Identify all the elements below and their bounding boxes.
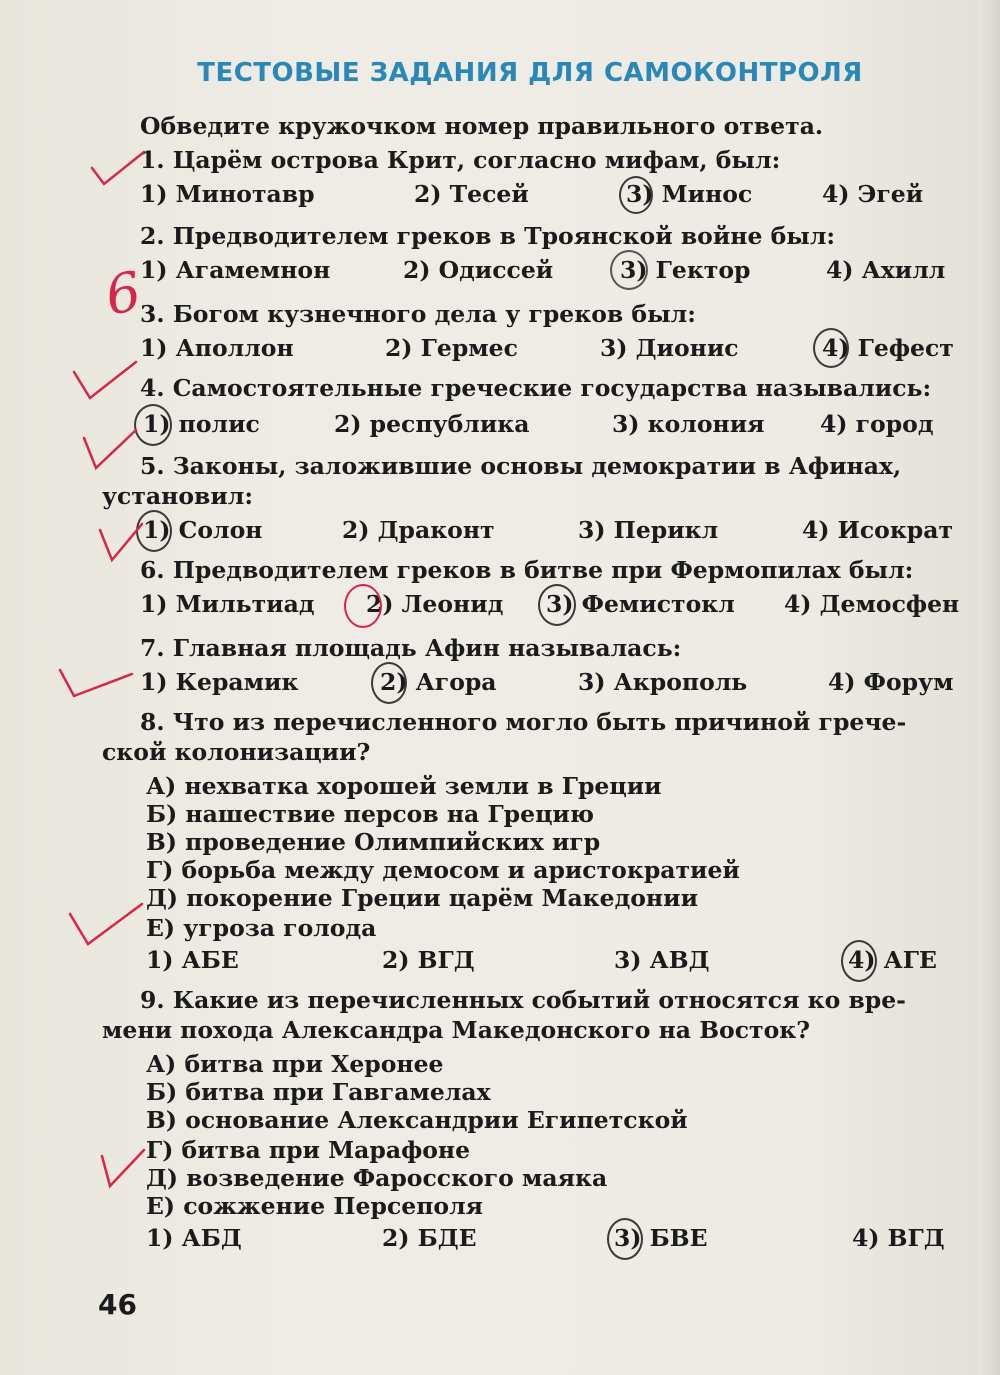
q9-item-d: Г) битва при Марафоне <box>146 1136 471 1164</box>
check-mark-icon <box>96 520 146 564</box>
question-1-options <box>0 180 1000 208</box>
q3-option-4[interactable]: 4) Гефест <box>822 334 954 362</box>
q8-item-a: А) нехватка хорошей земли в Греции <box>146 772 662 800</box>
check-mark-icon <box>70 358 140 404</box>
check-mark-icon <box>80 428 140 472</box>
question-9-options <box>0 1224 1000 1252</box>
q8-option-1[interactable]: 1) АБЕ <box>146 946 239 974</box>
check-mark-icon <box>98 1146 148 1190</box>
q9-item-b: Б) битва при Гавгамелах <box>146 1078 491 1106</box>
q3-option-2[interactable]: 2) Гермес <box>385 334 518 362</box>
answer-circle <box>841 940 877 982</box>
q7-option-4[interactable]: 4) Форум <box>828 668 954 696</box>
q5-option-4[interactable]: 4) Исократ <box>802 516 954 544</box>
answer-circle <box>371 662 407 704</box>
q4-option-2[interactable]: 2) республика <box>334 410 530 438</box>
q8-item-c: В) проведение Олимпийских игр <box>146 828 601 856</box>
question-5-text-line1: 5. Законы, заложившие основы демократии в Афинах, <box>140 452 902 480</box>
q8-item-d: Г) борьба между демосом и аристократией <box>146 856 740 884</box>
q6-option-4[interactable]: 4) Демосфен <box>784 590 960 618</box>
q3-option-1[interactable]: 1) Аполлон <box>140 334 294 362</box>
question-9-text-line1: 9. Какие из перечисленных событий относятся ко вре- <box>140 986 906 1014</box>
q8-option-4[interactable]: 4) АГЕ <box>848 946 937 974</box>
q5-option-3[interactable]: 3) Перикл <box>578 516 719 544</box>
question-4-text: 4. Самостоятельные греческие государства назывались: <box>140 374 932 402</box>
answer-circle <box>610 250 648 290</box>
answer-circle <box>607 1218 643 1260</box>
q1-option-4[interactable]: 4) Эгей <box>822 180 924 208</box>
q9-option-2[interactable]: 2) БДЕ <box>382 1224 477 1252</box>
question-6-text: 6. Предводителем греков в битве при Фермопилах был: <box>140 556 914 584</box>
q4-option-4[interactable]: 4) город <box>820 410 934 438</box>
q2-option-2[interactable]: 2) Одиссей <box>403 256 554 284</box>
question-5-text-line2: установил: <box>102 482 254 510</box>
q5-option-1[interactable]: 1) Солон <box>143 516 263 544</box>
q8-option-3[interactable]: 3) АВД <box>614 946 710 974</box>
answer-circle <box>619 176 653 214</box>
q1-option-3[interactable]: 3) Минос <box>626 180 753 208</box>
q6-option-2[interactable]: 2) Леонид <box>366 590 504 618</box>
q9-item-c: В) основание Александрии Египетской <box>146 1106 688 1134</box>
q8-option-2[interactable]: 2) ВГД <box>382 946 475 974</box>
q1-option-1[interactable]: 1) Минотавр <box>140 180 315 208</box>
q2-option-4[interactable]: 4) Ахилл <box>826 256 946 284</box>
check-mark-icon <box>66 900 146 950</box>
question-2-options <box>0 256 1000 284</box>
check-mark-icon <box>88 150 148 190</box>
q6-option-3[interactable]: 3) Фемистокл <box>546 590 735 618</box>
q8-item-b: Б) нашествие персов на Грецию <box>146 800 594 828</box>
answer-circle-red <box>344 584 382 628</box>
question-7-text: 7. Главная площадь Афин называлась: <box>140 634 682 662</box>
q7-option-3[interactable]: 3) Акрополь <box>578 668 748 696</box>
q6-option-1[interactable]: 1) Мильтиад <box>140 590 315 618</box>
question-8-text-line1: 8. Что из перечисленного могло быть причиной грече- <box>140 708 907 736</box>
answer-circle <box>538 584 576 626</box>
question-3-options <box>0 334 1000 362</box>
q4-option-3[interactable]: 3) колония <box>612 410 765 438</box>
q9-option-1[interactable]: 1) АБД <box>146 1224 242 1252</box>
page-number: 46 <box>98 1288 137 1321</box>
question-7-options <box>0 668 1000 696</box>
check-mark-icon <box>56 666 136 706</box>
q8-item-e: Д) покорение Греции царём Македонии <box>146 884 698 912</box>
q7-option-1[interactable]: 1) Керамик <box>140 668 299 696</box>
q2-option-3[interactable]: 3) Гектор <box>620 256 751 284</box>
q7-option-2[interactable]: 2) Агора <box>380 668 497 696</box>
q4-option-1[interactable]: 1) полис <box>143 410 260 438</box>
question-1-text: 1. Царём острова Крит, согласно мифам, был: <box>140 146 781 174</box>
instruction: Обведите кружочком номер правильного ответа. <box>140 112 824 140</box>
question-8-text-line2: ской колонизации? <box>102 738 371 766</box>
handwritten-grade: 6 <box>100 259 146 328</box>
q2-option-1[interactable]: 1) Агамемнон <box>140 256 331 284</box>
answer-circle <box>813 328 849 368</box>
page-title: ТЕСТОВЫЕ ЗАДАНИЯ ДЛЯ САМОКОНТРОЛЯ <box>197 58 863 88</box>
q8-item-f: Е) угроза голода <box>146 914 377 942</box>
q3-option-3[interactable]: 3) Дионис <box>600 334 739 362</box>
question-2-text: 2. Предводителем греков в Троянской войне был: <box>140 222 836 250</box>
q9-item-e: Д) возведение Фаросского маяка <box>146 1164 608 1192</box>
q9-option-3[interactable]: 3) БВЕ <box>614 1224 708 1252</box>
q9-option-4[interactable]: 4) ВГД <box>852 1224 945 1252</box>
q9-item-f: Е) сожжение Персеполя <box>146 1192 484 1220</box>
q5-option-2[interactable]: 2) Драконт <box>342 516 495 544</box>
q1-option-2[interactable]: 2) Тесей <box>414 180 529 208</box>
question-3-text: 3. Богом кузнечного дела у греков был: <box>140 300 696 328</box>
question-6-options <box>0 590 1000 618</box>
question-9-text-line2: мени похода Александра Македонского на Восток? <box>102 1016 811 1044</box>
q9-item-a: А) битва при Херонее <box>146 1050 444 1078</box>
